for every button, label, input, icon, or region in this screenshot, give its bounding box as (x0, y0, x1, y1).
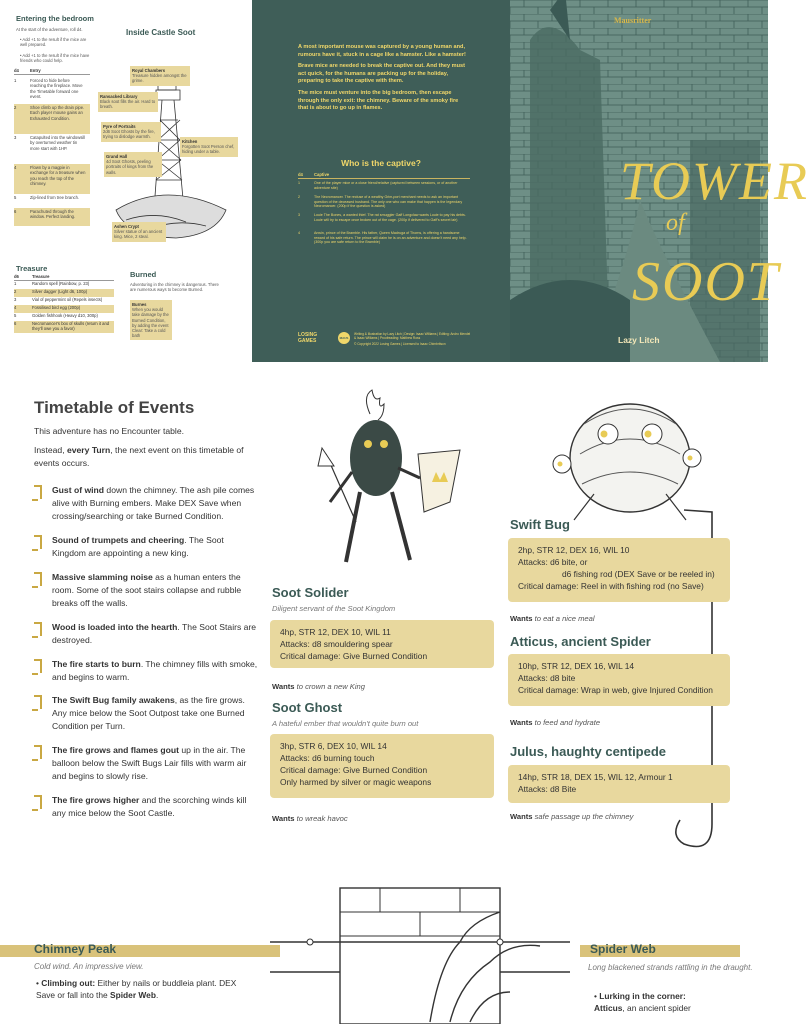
table-row: 2 The Necromancer. The recluse of a wealthy Grim-port merchant needs to ask an important question of the deceased husband. The only one who can make that happen is the legendary Necromancer. (200p if the question is asked) (298, 195, 463, 209)
treasure-table (14, 274, 114, 333)
timetable-event: Massive slamming noise as a human enters the room. Some of the soot stairs collapse and rubble breaks off the walls. (34, 571, 260, 610)
burns-box: Burnes When you would take damage by the Burned Condition, by adding the event Clear: Take a cold bath (130, 300, 172, 340)
table-row: 1 Forced to hide before reaching the fireplace. Move the Timetable forward one event. (14, 78, 83, 99)
creature-name: Soot Ghost (272, 700, 343, 715)
intro-text (298, 44, 470, 113)
creature-statblock: 14hp, STR 18, DEX 15, WIL 12, Armour 1 Attacks: d8 Bite (508, 765, 730, 803)
creature-statblock: 10hp, STR 12, DEX 16, WIL 14 Attacks: d8 bite Critical damage: Wrap in web, give Injured Condition (508, 654, 730, 706)
table-row: 6 Necromancer's box of skulls (return it and they'll owe you a favor) (14, 321, 114, 333)
cover-title-line2: of (666, 210, 685, 236)
cover-panel (510, 0, 809, 362)
captive-title: Who is the captive? (341, 158, 421, 168)
event-marker-icon (34, 695, 42, 709)
castle-title: Inside Castle Soot (126, 28, 196, 37)
table-row: 4 Anwin, prince of the Bramble. His father, Queen Madruga of Thorns, is offering a handsome reward of his safe return. The prince will claim he is on an adventure and doesn't need any help. (300p you are safe return to the Bramble) (298, 231, 467, 245)
map-label-ashen-crypt: Ashen Crypt Silver statue of an ancient king. Mice, 2 steal. (112, 222, 166, 242)
spider-web-subtitle: Long blackened strands rattling in the draught. (588, 963, 753, 972)
timetable-intro: This adventure has no Encounter table. (34, 426, 185, 436)
event-marker-icon (34, 745, 42, 759)
event-marker-icon (34, 535, 42, 549)
creature-wants: Wants to feed and hydrate (510, 718, 601, 727)
timetable-event: Sound of trumpets and cheering. The Soot Kingdom are appointing a new king. (34, 534, 260, 560)
timetable-event: Wood is loaded into the hearth. The Soot Stairs are destroyed. (34, 621, 260, 647)
soot-soldier-illustration (300, 392, 480, 602)
spider-web-title: Spider Web (590, 942, 656, 956)
timetable-event: The fire grows higher and the scorching winds kill any mice below the Soot Castle. (34, 794, 260, 820)
map-label-royal-chambers: Royal Chambers Treasure hidden amongst the grime. (130, 66, 190, 86)
creature-subtitle: Diligent servant of the Soot Kingdom (272, 604, 396, 613)
timetable-title: Timetable of Events (34, 398, 195, 417)
table-row: 6 Parachuted through the window. Perfect landing. (14, 208, 90, 226)
chimney-peak-title: Chimney Peak (34, 942, 117, 956)
table-row: 4 Fossilised bird egg (200p) (14, 305, 114, 313)
table-row: 5 Golden fishhook (Heavy d10, 300p) (14, 313, 98, 319)
table-row: 5 Zip-lined from tree branch. (14, 195, 80, 201)
entering-table (14, 68, 90, 226)
creature-wants: Wants to eat a nice meal (510, 614, 595, 623)
timetable-intro-2: Instead, every Turn, the next event on this timetable of events occurs. (34, 445, 244, 468)
cover-title-line3: SOOT (632, 251, 781, 313)
chimney-peak-subtitle: Cold wind. An impressive view. (34, 962, 144, 971)
map-label-kitchen: Kitchen Forgotten Soot Person chef, hiding under a table. (180, 137, 238, 157)
burned-text: Adventuring in the chimney is dangerous. There are numerous ways to become Burned. (130, 282, 219, 293)
creature-name: Soot Solider (272, 585, 349, 600)
event-marker-icon (34, 572, 42, 586)
credits: Writing & Illustration by Lazy Litch | Design: Isaac Williams | Editing: Andro Mendel & Isaac Williams | Proofreading: Matthew Ross (354, 332, 471, 340)
rules-panel (0, 0, 252, 362)
creature-wants: Wants to wreak havoc (272, 814, 348, 823)
timetable-event: The fire starts to burn. The chimney fills with smoke, and begins to warm. (34, 658, 260, 684)
table-row: 1 One of the player mice or a close friend/relative (captured between sessions, or of another adventure site) (298, 181, 458, 190)
timetable-event: The fire grows and flames gout up in the air. The balloon below the Swift Bugs Lair fills with warm air and begins to slowly rise. (34, 744, 260, 783)
intro-panel (252, 0, 510, 362)
creature-statblock: 4hp, STR 12, DEX 10, WIL 11 Attacks: d8 smouldering spear Critical damage: Give Burned Condition (270, 620, 494, 668)
brand-logo: Mausritter (614, 16, 652, 25)
table-row: 4 Flown by a magpie in exchange for a treasure when you reach the top of the chimney. (14, 164, 90, 194)
burned-title: Burned (130, 270, 157, 279)
table-row: 3 Catapulted into the windowsill by overturned weather tin more start with 1HP. (14, 135, 86, 151)
table-row: 3 Louie The Bones, a wanted thief. The rat smuggler Gaff Longclaw wants Louie to pay his debts. Louie will try to escape once broken out of the cage. (200p if delivered to Gaff's secret lair) (298, 213, 466, 222)
creature-statblock: 3hp, STR 6, DEX 10, WIL 14 Attacks: d6 burning touch Critical damage: Give Burned Condition Only harmed by silver or magic weapons (270, 734, 494, 798)
creature-name: Atticus, ancient Spider (510, 634, 651, 649)
entering-bullet: • Add +1 to the result if the mice have friends who could help. (20, 53, 90, 64)
event-marker-icon (34, 795, 42, 809)
cover-title-line1: TOWER (620, 151, 809, 211)
map-label-grand-hall: Grand Hall 4d Soot Ghosts, peeling portraits of kings from the walls. (104, 152, 162, 177)
creature-statblock: 2hp, STR 12, DEX 16, WIL 10 Attacks: d6 bite, or d6 fishing rod (DEX Save or be reeled in) Critical damage: Reel in with fishing rod (no Save) (508, 538, 730, 602)
table-header: d4 Entry (14, 68, 90, 75)
captive-table (298, 172, 470, 249)
table-row: 2 Silver dagger (Light d6, 100p) (14, 289, 114, 297)
creature-wants: Wants to crown a new King (272, 682, 366, 691)
map-label-ransacked-library: Ransacked Library Black soot fills the air. Hard to breath. (98, 92, 158, 112)
creature-name: Swift Bug (510, 517, 570, 532)
intro-paragraph: Brave mice are needed to break the captive out. And they must act quick, for the humans are packing up for the holiday, preparing to take the captive with them. (298, 63, 466, 85)
author-name: Lazy Litch (618, 335, 660, 345)
intro-paragraph: The mice must venture into the big bedroom, then escape through the only exit: the chimney. Beware of the smoky fire that is about to go up in flames. (298, 89, 459, 112)
map-label-pyre-of-portraits: Pyre of Portraits 2d6 Soot Ghosts by the fire, trying to dislodge warmth. (101, 122, 161, 142)
table-row: 3 Vial of peppermint oil (Repels insects) (14, 297, 103, 303)
maus-logo: MAUS (338, 332, 350, 344)
creature-wants: Wants safe passage up the chimney (510, 812, 634, 821)
creature-name: Julus, haughty centipede (510, 744, 667, 759)
table-row: 1 Random spell (Rainbow, p. 23) (14, 281, 90, 287)
entering-intro: At the start of the adventure, roll d4. (16, 27, 83, 32)
copyright: © Copyright 2022 Losing Games | Licensed to Isaac Chimbritson (354, 342, 446, 346)
chimney-peak-bullet: • Climbing out: Either by nails or buddleia plant. DEX Save or fall into the Spider Web. (36, 978, 237, 1000)
table-row: 2 Shoe climb up the drain pipe. Each player mouse gains an Exhausted Condition. (14, 104, 90, 134)
intro-paragraph: A most important mouse was captured by a young human and, rumours have it, stuck in a cage like a hamster. Like a hamster! (298, 44, 466, 58)
event-marker-icon (34, 659, 42, 673)
creature-subtitle: A hateful ember that wouldn't quite burn out (272, 719, 419, 728)
creatures-page (0, 362, 768, 1024)
entering-title: Entering the bedroom (16, 14, 94, 23)
timetable-event: The Swift Bug family awakens, as the fire grows. Any mice below the Soot Outpost take one Burned Condition per Turn. (34, 694, 260, 733)
spider-web-bullet: • Lurking in the corner: Atticus, an ancient spider (594, 991, 691, 1013)
table-header: d4 Captive (298, 172, 470, 179)
event-marker-icon (34, 485, 42, 499)
entering-bullet: • Add +1 to the result if the mice are well prepared. (20, 37, 87, 48)
event-marker-icon (34, 622, 42, 636)
treasure-title: Treasure (16, 264, 48, 273)
chimney-map-illustration (250, 882, 590, 1024)
timetable-event: Gust of wind down the chimney. The ash pile comes alive with Burning embers. Make DEX Save when crossing/searching or take Burned Condition. (34, 484, 260, 523)
losing-games-logo: LOSING GAMES (298, 332, 318, 344)
table-header: d6 Treasure (14, 274, 114, 281)
